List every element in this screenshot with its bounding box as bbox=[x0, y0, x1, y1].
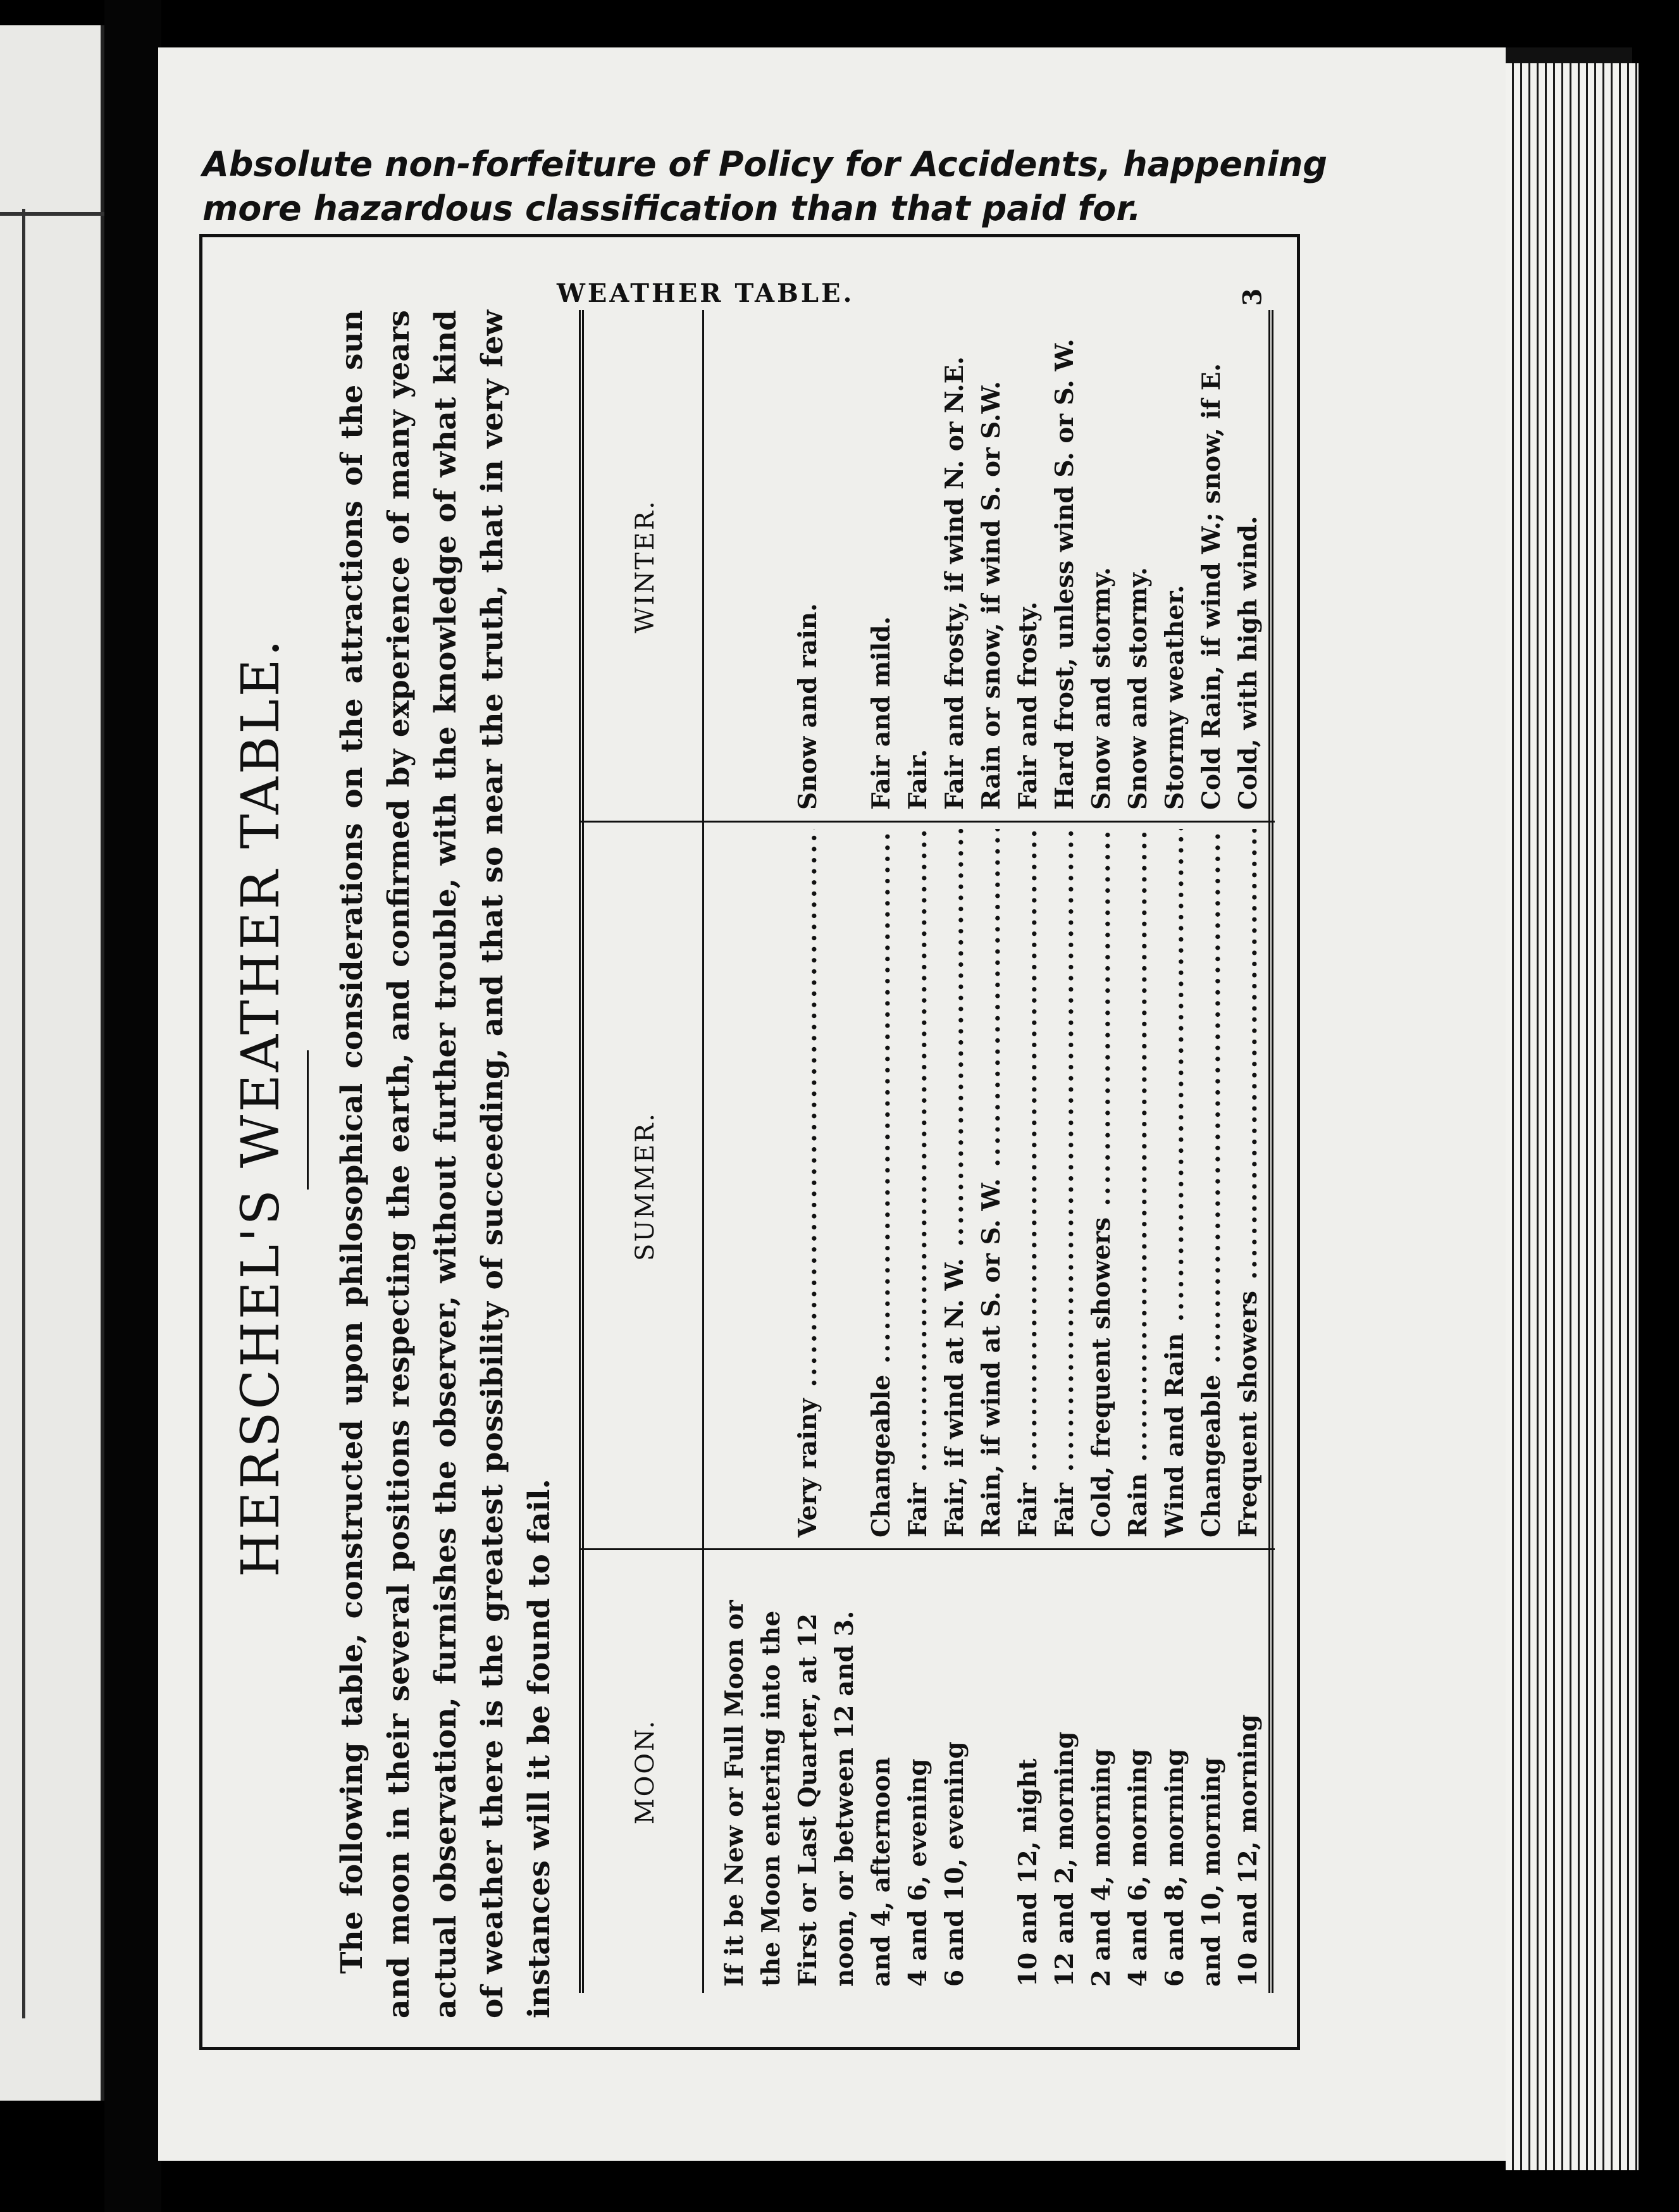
table-cell-winter: Fair and frosty. bbox=[1013, 601, 1043, 810]
table-cell-summer: Fair ..... bbox=[901, 829, 934, 1538]
table-cell-moon: 2 and 4, morning bbox=[1087, 1748, 1116, 1987]
page-number: 3 bbox=[1237, 288, 1268, 306]
table-cell-moon: 4 and 6, morning bbox=[1124, 1748, 1153, 1987]
table-cell-winter: Fair and mild. bbox=[867, 616, 896, 810]
table-cell-summer: Rain ..... bbox=[1122, 829, 1155, 1538]
table-cell-winter: Stormy weather. bbox=[1160, 585, 1189, 810]
table-cell-moon: 12 and 2, morning bbox=[1050, 1731, 1079, 1987]
table-cell-summer: Fair, if wind at N. W. ..... bbox=[938, 829, 971, 1538]
table-cell-summer: Changeable ..... bbox=[865, 829, 898, 1538]
table-cell-moon: noon, or between 12 and 3. bbox=[830, 1610, 859, 1987]
table-cell-winter: Fair. bbox=[903, 749, 932, 810]
table-cell-summer: Frequent showers ..... bbox=[1232, 829, 1265, 1538]
table-cell-moon: 6 and 10, evening bbox=[940, 1741, 969, 1987]
header-line-2: more hazardous classification than that paid for. bbox=[202, 189, 1141, 228]
table-cell-moon: First or Last Quarter, at 12 bbox=[793, 1613, 822, 1987]
table-cell-moon: 4 and 6, evening bbox=[903, 1758, 932, 1987]
weather-table bbox=[579, 310, 1275, 1993]
column-divider bbox=[579, 821, 1275, 823]
intro-text: The following table, constructed upon philosophical considerations on the attractions of the sun and moon in their several positions respecting the earth, and confirmed by experience of many years actual observation, furnishes the observer, without further trouble, with the knowledge of what kind of weather there is the greatest possibility of succeeding, and that so near the truth, that in very few instances will it be found to fail. bbox=[335, 310, 557, 2018]
table-cell-winter: Snow and rain. bbox=[793, 603, 822, 810]
table-top-rule bbox=[579, 310, 585, 1993]
column-header-summer: SUMMER. bbox=[631, 1111, 660, 1262]
facing-page-rule-top bbox=[0, 212, 104, 216]
header-line-1: Absolute non-forfeiture of Policy for Accidents, happening bbox=[202, 144, 1328, 184]
table-cell-summer: Fair ..... bbox=[1048, 829, 1081, 1538]
table-cell-winter: Snow and stormy. bbox=[1124, 567, 1153, 810]
table-cell-moon: 6 and 8, morning bbox=[1160, 1748, 1189, 1987]
rotated-content bbox=[206, 253, 1294, 2044]
table-cell-moon: and 4, afternoon bbox=[867, 1757, 896, 1987]
table-cell-moon: the Moon entering into the bbox=[757, 1610, 786, 1987]
table-cell-moon: and 10, morning bbox=[1197, 1757, 1226, 1987]
table-cell-winter: Cold Rain, if wind W.; snow, if E. bbox=[1197, 363, 1226, 810]
column-header-winter: WINTER. bbox=[631, 499, 660, 633]
running-title: WEATHER TABLE. bbox=[557, 278, 855, 308]
table-cell-winter: Cold, with high wind. bbox=[1234, 516, 1263, 810]
table-cell-winter: Hard frost, unless wind S. or S. W. bbox=[1050, 339, 1079, 810]
table-cell-summer: Very rainy ..... bbox=[791, 829, 824, 1538]
table-cell-winter: Fair and frosty, if wind N. or N.E. bbox=[940, 356, 969, 810]
header-rule bbox=[702, 310, 704, 1993]
table-cell-summer: Fair ..... bbox=[1012, 829, 1044, 1538]
table-cell-summer: Changeable ..... bbox=[1195, 829, 1228, 1538]
column-header-moon: MOON. bbox=[631, 1718, 660, 1825]
table-bottom-rule bbox=[1268, 310, 1275, 1993]
table-cell-summer: Wind and Rain ..... bbox=[1158, 829, 1191, 1538]
table-cell-moon: 10 and 12, night bbox=[1013, 1758, 1043, 1987]
page-title: HERSCHEL'S WEATHER TABLE. bbox=[231, 637, 291, 1577]
table-cell-summer: Rain, if wind at S. or S. W. ..... bbox=[975, 829, 1008, 1538]
book-gutter bbox=[104, 0, 161, 2212]
table-cell-winter: Rain or snow, if wind S. or S.W. bbox=[977, 381, 1006, 810]
table-cell-summer: Cold, frequent showers ..... bbox=[1085, 829, 1118, 1538]
facing-page-rule bbox=[0, 209, 25, 2018]
table-cell-winter: Snow and stormy. bbox=[1087, 567, 1116, 810]
title-rule bbox=[307, 1050, 309, 1190]
advertisement-header bbox=[202, 142, 1341, 231]
table-cell-moon: If it be New or Full Moon or bbox=[720, 1600, 749, 1987]
table-cell-moon: 10 and 12, morning bbox=[1234, 1714, 1263, 1987]
page-stack-edges bbox=[1506, 63, 1639, 2170]
intro-paragraph bbox=[329, 310, 563, 2018]
